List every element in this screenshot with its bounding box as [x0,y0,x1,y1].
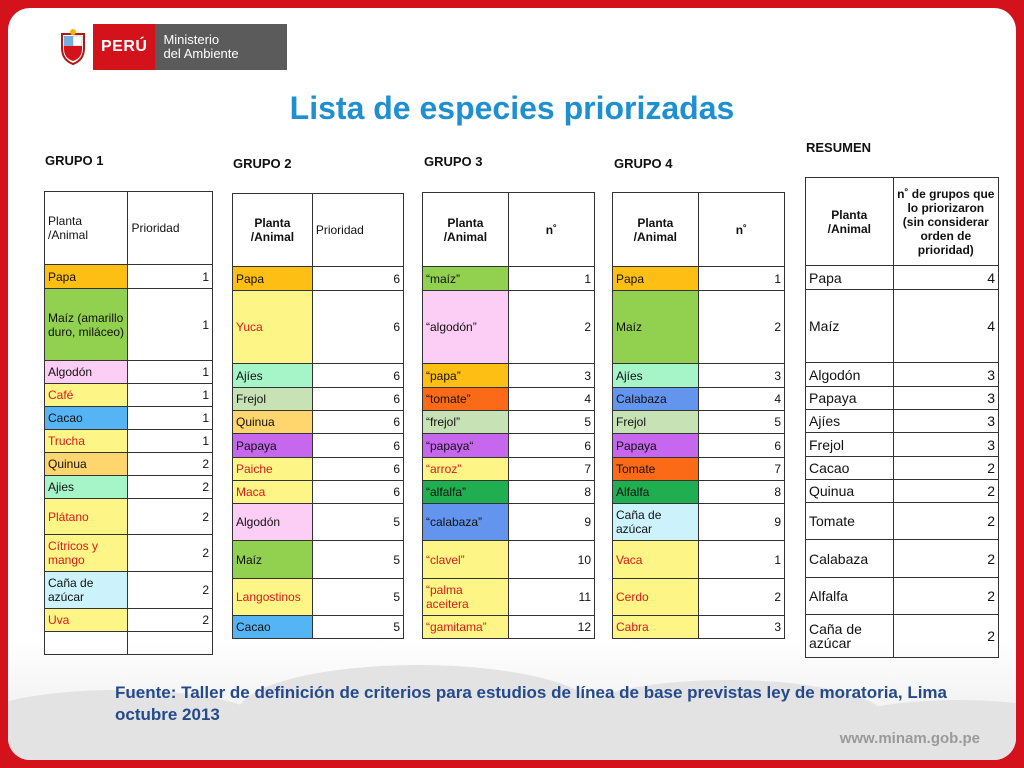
species-cell: Cacao [233,616,313,639]
species-cell: “arroz” [423,458,509,481]
source-note: Fuente: Taller de definición de criterios para estudios de línea de base previstas ley de moratoria, Lima octubre 2013 [115,683,948,724]
grupo3-header-species: Planta /Animal [423,193,509,267]
species-cell: Algodón [45,361,128,384]
table-row [233,579,404,616]
species-cell: Maíz (amarillo duro, miláceo) [45,289,128,361]
ministry-line1: Ministerio [163,32,220,47]
resumen-header-species: Planta /Animal [806,178,894,266]
table-row [423,411,595,434]
value-cell: 11 [508,579,594,616]
species-cell: Algodón [233,504,313,541]
species-cell: “palma aceitera [423,579,509,616]
value-cell: 2 [128,572,213,609]
table-row [45,361,213,384]
table-row [613,541,785,579]
value-cell: 2 [128,499,213,535]
table-row [806,457,999,480]
value-cell: 2 [893,615,998,658]
value-cell: 2 [698,291,784,364]
value-cell: 3 [698,364,784,388]
species-cell: Quinua [806,480,894,503]
table-row [45,476,213,499]
grupo1-header-row [45,192,213,265]
value-cell: 3 [698,616,784,639]
species-cell: Frejol [233,388,313,411]
value-cell: 6 [698,434,784,458]
value-cell: 3 [508,364,594,388]
species-cell: Alfalfa [806,578,894,615]
value-cell: 12 [508,616,594,639]
species-cell: Ajies [45,476,128,499]
table-row [233,388,404,411]
species-cell: Frejol [806,433,894,457]
species-cell: “clavel” [423,541,509,579]
value-cell: 2 [508,291,594,364]
table-row [613,267,785,291]
species-cell: Papa [233,267,313,291]
grupo3-label: GRUPO 3 [424,154,483,169]
resumen-table [805,177,999,658]
table-row [613,481,785,504]
value-cell [128,632,213,655]
grupo3-header-number: n˚ [508,193,594,267]
species-cell: Quinua [45,453,128,476]
table-row [423,579,595,616]
species-cell: Paiche [233,458,313,481]
species-cell: Papaya [613,434,699,458]
table-row [423,267,595,291]
grupo2-table [232,193,404,639]
table-row [423,291,595,364]
value-cell: 1 [128,265,213,289]
table-row [806,433,999,457]
value-cell: 3 [893,410,998,433]
table-row [233,364,404,388]
value-cell: 6 [312,481,403,504]
species-cell: “calabaza” [423,504,509,541]
table-row [806,290,999,363]
table-row [45,535,213,572]
value-cell: 1 [128,361,213,384]
resumen-header-row [806,178,999,266]
value-cell: 6 [312,388,403,411]
table-row [423,364,595,388]
species-cell: “maíz” [423,267,509,291]
ministry-logo [53,24,287,70]
table-row [613,504,785,541]
table-row [233,267,404,291]
value-cell: 6 [312,267,403,291]
species-cell [45,632,128,655]
table-row [45,609,213,632]
value-cell: 7 [698,458,784,481]
grupo1-table [44,191,213,655]
table-row [45,430,213,453]
value-cell: 6 [508,434,594,458]
value-cell: 2 [698,579,784,616]
species-cell: Frejol [613,411,699,434]
coat-of-arms-icon [53,24,93,70]
species-cell: Alfalfa [613,481,699,504]
table-row [233,458,404,481]
table-row [233,481,404,504]
value-cell: 9 [698,504,784,541]
species-cell: Yuca [233,291,313,364]
table-row [613,411,785,434]
value-cell: 9 [508,504,594,541]
value-cell: 2 [893,480,998,503]
species-cell: “gamitama” [423,616,509,639]
value-cell: 2 [128,535,213,572]
species-cell: Calabaza [613,388,699,411]
grupo1-label: GRUPO 1 [45,153,104,168]
table-row [806,540,999,578]
table-row [233,541,404,579]
species-cell: Caña de azúcar [806,615,894,658]
species-cell: Cerdo [613,579,699,616]
species-cell: Quinua [233,411,313,434]
species-cell: Caña de azúcar [613,504,699,541]
value-cell: 3 [893,433,998,457]
table-row [45,384,213,407]
grupo4-header-species: Planta /Animal [613,193,699,267]
species-cell: “papaya“ [423,434,509,458]
species-cell: Maíz [613,291,699,364]
value-cell: 6 [312,434,403,458]
species-cell: “algodón” [423,291,509,364]
table-row [806,480,999,503]
table-row [233,504,404,541]
grupo2-header-priority: Prioridad [312,194,403,267]
table-row [613,579,785,616]
table-row [45,453,213,476]
grupo4-header-number: n˚ [698,193,784,267]
value-cell: 4 [893,266,998,290]
species-cell: Papaya [233,434,313,458]
species-cell: Café [45,384,128,407]
grupo4-table [612,192,785,639]
value-cell: 1 [698,541,784,579]
value-cell: 2 [893,578,998,615]
table-row [423,504,595,541]
website-url: www.minam.gob.pe [839,730,980,747]
species-cell: Papa [806,266,894,290]
table-row [423,458,595,481]
grupo3-header-row [423,193,595,267]
table-row [613,291,785,364]
resumen-label: RESUMEN [806,140,872,155]
species-cell: Tomate [613,458,699,481]
table-row [613,364,785,388]
value-cell: 2 [128,476,213,499]
grupo2-header-species: Planta /Animal [233,194,313,267]
value-cell: 1 [128,384,213,407]
value-cell: 3 [893,363,998,387]
species-cell: Papaya [806,387,894,410]
value-cell: 6 [312,411,403,434]
species-cell: Uva [45,609,128,632]
value-cell: 5 [312,579,403,616]
table-row [423,616,595,639]
grupo4-label: GRUPO 4 [614,156,673,171]
table-row [45,407,213,430]
species-cell: Maíz [233,541,313,579]
table-row [613,616,785,639]
species-cell: Langostinos [233,579,313,616]
species-cell: Ajíes [233,364,313,388]
peru-label: PERÚ [93,24,155,70]
grupo1-header-species: Planta /Animal [45,192,128,265]
table-row [45,265,213,289]
table-row [45,289,213,361]
value-cell: 6 [312,458,403,481]
species-cell: Algodón [806,363,894,387]
species-cell: Papa [613,267,699,291]
species-cell: Plátano [45,499,128,535]
value-cell: 5 [312,616,403,639]
species-cell: Cacao [806,457,894,480]
table-row [233,411,404,434]
species-cell: “alfalfa” [423,481,509,504]
value-cell: 2 [128,453,213,476]
table-row [806,615,999,658]
value-cell: 4 [508,388,594,411]
value-cell: 3 [893,387,998,410]
value-cell: 6 [312,291,403,364]
value-cell: 8 [698,481,784,504]
species-cell: Papa [45,265,128,289]
value-cell: 4 [698,388,784,411]
species-cell: “papa” [423,364,509,388]
species-cell: “frejol” [423,411,509,434]
grupo4-header-row [613,193,785,267]
table-row [423,434,595,458]
value-cell: 1 [508,267,594,291]
grupo1-header-priority: Prioridad [128,192,213,265]
table-row [806,266,999,290]
species-cell: Maíz [806,290,894,363]
table-row [423,541,595,579]
value-cell: 2 [893,503,998,540]
species-cell: Tomate [806,503,894,540]
value-cell: 1 [698,267,784,291]
value-cell: 4 [893,290,998,363]
value-cell: 2 [128,609,213,632]
table-row [806,503,999,540]
table-row [613,434,785,458]
resumen-header-count: n˚ de grupos que lo priorizaron (sin considerar orden de prioridad) [893,178,998,266]
grupo3-table [422,192,595,639]
value-cell: 7 [508,458,594,481]
value-cell: 5 [508,411,594,434]
value-cell: 2 [893,540,998,578]
table-row [233,291,404,364]
species-cell: Cacao [45,407,128,430]
table-row [806,387,999,410]
species-cell: Trucha [45,430,128,453]
table-row [45,499,213,535]
slide [8,8,1016,760]
table-row [233,434,404,458]
table-row [613,458,785,481]
table-row [806,410,999,433]
species-cell: Maca [233,481,313,504]
table-row [233,616,404,639]
value-cell: 5 [312,504,403,541]
table-row [45,572,213,609]
table-row [806,363,999,387]
value-cell: 1 [128,430,213,453]
species-cell: Cabra [613,616,699,639]
table-row [423,481,595,504]
value-cell: 6 [312,364,403,388]
value-cell: 1 [128,289,213,361]
page-title: Lista de especies priorizadas [289,90,735,126]
value-cell: 5 [312,541,403,579]
species-cell: Caña de azúcar [45,572,128,609]
table-row [806,578,999,615]
species-cell: Vaca [613,541,699,579]
value-cell: 5 [698,411,784,434]
species-cell: Ajíes [806,410,894,433]
value-cell: 10 [508,541,594,579]
value-cell: 8 [508,481,594,504]
species-cell: “tomate” [423,388,509,411]
grupo2-label: GRUPO 2 [233,156,292,171]
table-row [613,388,785,411]
table-row [423,388,595,411]
ministry-line2: del Ambiente [163,46,239,61]
grupo2-header-row [233,194,404,267]
table-row [45,632,213,655]
ministry-name [155,24,287,70]
species-cell: Ajíes [613,364,699,388]
value-cell: 1 [128,407,213,430]
species-cell: Calabaza [806,540,894,578]
value-cell: 2 [893,457,998,480]
species-cell: Cítricos y mango [45,535,128,572]
